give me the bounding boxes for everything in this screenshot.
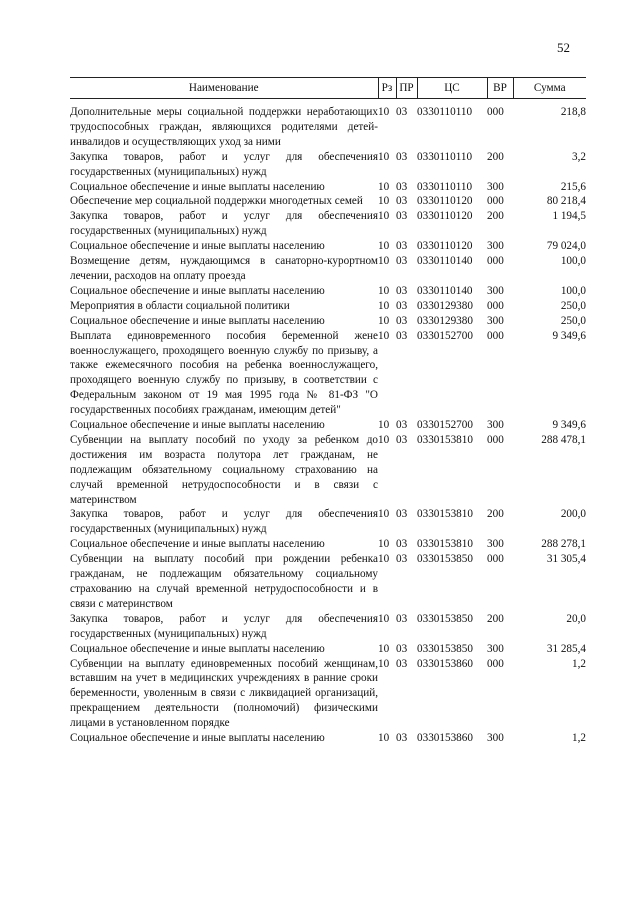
cell-pr: 03 [396,240,408,253]
cell-rz: 10 [378,732,390,745]
cell-pr: 03 [396,255,408,268]
cell-pr: 03 [396,642,408,655]
cell-sum: 215,6 [560,180,586,193]
cell-cs: 0330153860 [417,732,473,745]
cell-name: Социальное обеспечение и иные выплаты населению [70,284,325,297]
cell-vr: 200 [487,612,504,625]
table-row [70,552,586,612]
cell-rz: 10 [378,195,390,208]
cell-rz: 10 [378,329,390,342]
cell-name: Социальное обеспечение и иные выплаты населению [70,538,325,551]
cell-sum: 31 305,4 [546,553,586,566]
cell-rz: 10 [378,612,390,625]
cell-vr: 300 [487,180,504,193]
cell-vr: 200 [487,508,504,521]
table-row [70,284,586,299]
cell-vr: 200 [487,210,504,223]
cell-rz: 10 [378,314,390,327]
cell-sum: 100,0 [560,284,586,297]
cell-sum: 100,0 [560,255,586,268]
cell-vr: 000 [487,106,504,118]
cell-vr: 300 [487,240,504,253]
cell-name: Дополнительные меры социальной поддержки неработающих трудоспособных граждан, являющихся родителями детей-инвалидов и осуществляющих уход за ними [70,106,378,148]
cell-name: Социальное обеспечение и иные выплаты населению [70,314,325,327]
cell-rz: 10 [378,433,390,446]
cell-rz: 10 [378,210,390,223]
cell-name: Социальное обеспечение и иные выплаты населению [70,419,325,432]
table-row [70,433,586,508]
table-row [70,329,586,418]
cell-vr: 000 [487,299,504,312]
cell-cs: 0330129380 [417,299,473,312]
cell-pr: 03 [396,732,408,745]
cell-sum: 80 218,4 [546,195,586,208]
cell-cs: 0330153810 [417,508,473,521]
cell-vr: 300 [487,732,504,745]
cell-rz: 10 [378,180,390,193]
cell-name: Обеспечение мер социальной поддержки многодетных семей [70,195,363,208]
cell-rz: 10 [378,553,390,566]
cell-vr: 000 [487,657,504,670]
column-header-sum: Сумма [513,78,586,99]
table-row [70,194,586,209]
cell-sum: 9 349,6 [552,329,586,342]
cell-rz: 10 [378,419,390,432]
cell-name: Социальное обеспечение и иные выплаты населению [70,240,325,253]
table-row [70,180,586,195]
cell-name: Социальное обеспечение и иные выплаты населению [70,642,325,655]
table-row [70,105,586,150]
cell-pr: 03 [396,657,408,670]
column-header-cs: ЦС [417,78,487,99]
cell-pr: 03 [396,433,408,446]
table-row [70,254,586,284]
cell-name: Субвенции на выплату пособий при рождении ребенка гражданам, не подлежащим обязательному социальному страхованию на случай временной нетрудоспособности и в связи с материнством [70,553,378,610]
cell-sum: 250,0 [560,299,586,312]
cell-name: Закупка товаров, работ и услуг для обеспечения государственных (муниципальных) нужд [70,508,378,536]
table-header-row [70,78,586,99]
cell-sum: 1,2 [572,732,586,745]
table-row [70,657,586,732]
table-row [70,612,586,642]
cell-cs: 0330110110 [417,180,473,193]
cell-cs: 0330153810 [417,538,473,551]
cell-sum: 20,0 [566,612,586,625]
cell-rz: 10 [378,106,390,118]
cell-name: Социальное обеспечение и иные выплаты населению [70,732,325,745]
cell-name: Субвенции на выплату единовременных пособий женщинам, вставшим на учет в медицинских учреждениях в ранние сроки беременности, уволенным в связи с ликвидацией организаций, прекращением деятельности (полномочий) физическими лицами в установленном порядке [70,657,378,730]
cell-cs: 0330129380 [417,314,473,327]
cell-sum: 250,0 [560,314,586,327]
cell-pr: 03 [396,538,408,551]
cell-vr: 300 [487,284,504,297]
table-row [70,150,586,180]
cell-vr: 000 [487,433,504,446]
cell-cs: 0330110110 [417,106,473,118]
cell-cs: 0330152700 [417,419,473,432]
cell-rz: 10 [378,299,390,312]
cell-sum: 3,2 [572,150,586,163]
cell-cs: 0330153850 [417,612,473,625]
cell-cs: 0330110140 [417,255,473,268]
table-body [70,99,586,746]
cell-cs: 0330110120 [417,210,473,223]
table-row [70,507,586,537]
cell-cs: 0330153810 [417,433,473,446]
cell-name: Закупка товаров, работ и услуг для обеспечения государственных (муниципальных) нужд [70,150,378,178]
cell-sum: 79 024,0 [546,240,586,253]
cell-rz: 10 [378,150,390,163]
cell-rz: 10 [378,538,390,551]
table-row [70,537,586,552]
cell-name: Мероприятия в области социальной политики [70,299,290,312]
cell-vr: 300 [487,419,504,432]
cell-pr: 03 [396,329,408,342]
table-row [70,299,586,314]
cell-vr: 300 [487,314,504,327]
cell-sum: 218,8 [560,106,586,118]
cell-rz: 10 [378,657,390,670]
cell-cs: 0330110110 [417,150,473,163]
cell-rz: 10 [378,284,390,297]
cell-name: Субвенции на выплату пособий по уходу за ребенком до достижения им возраста полутора лет гражданам, не подлежащим обязательному социальному страхованию на случай временной нетрудоспособности и в связи с материнством [70,433,378,506]
column-header-pr: ПР [396,78,417,99]
page-number: 52 [557,40,570,55]
cell-pr: 03 [396,508,408,521]
cell-sum: 288 478,1 [541,433,586,446]
cell-cs: 0330110140 [417,284,473,297]
cell-pr: 03 [396,314,408,327]
column-header-vr: ВР [487,78,513,99]
cell-pr: 03 [396,553,408,566]
cell-name: Выплата единовременного пособия беременной жене военнослужащего, проходящего военную службу по призыву, а также ежемесячного пособия на ребенка военнослужащего, проходящего военную службу по призыву, в соответствии с Федеральным законом от 19 мая 1995 года № 81-ФЗ "О государственных пособиях гражданам, имеющим детей" [70,329,378,417]
cell-pr: 03 [396,612,408,625]
table-row [70,239,586,254]
cell-vr: 000 [487,553,504,566]
cell-name: Социальное обеспечение и иные выплаты населению [70,180,325,193]
cell-vr: 200 [487,150,504,163]
cell-sum: 200,0 [560,508,586,521]
cell-cs: 0330153860 [417,657,473,670]
cell-cs: 0330110120 [417,195,473,208]
cell-pr: 03 [396,419,408,432]
column-header-name: Наименование [70,78,378,99]
cell-pr: 03 [396,150,408,163]
cell-name: Закупка товаров, работ и услуг для обеспечения государственных (муниципальных) нужд [70,210,378,238]
cell-pr: 03 [396,210,408,223]
cell-sum: 1 194,5 [552,210,586,223]
column-header-rz: Рз [378,78,396,99]
cell-cs: 0330110120 [417,240,473,253]
cell-vr: 300 [487,642,504,655]
cell-name: Закупка товаров, работ и услуг для обеспечения государственных (муниципальных) нужд [70,612,378,640]
cell-sum: 31 285,4 [546,642,586,655]
table-row [70,731,586,746]
table-row [70,314,586,329]
cell-vr: 000 [487,329,504,342]
table-row [70,209,586,239]
cell-cs: 0330153850 [417,553,473,566]
cell-pr: 03 [396,299,408,312]
cell-sum: 1,2 [572,657,586,670]
cell-rz: 10 [378,240,390,253]
cell-rz: 10 [378,508,390,521]
cell-pr: 03 [396,284,408,297]
cell-name: Возмещение детям, нуждающимся в санаторно-курортном лечении, расходов на оплату проезда [70,255,378,282]
cell-rz: 10 [378,255,390,268]
cell-vr: 000 [487,195,504,208]
cell-vr: 000 [487,255,504,268]
cell-cs: 0330152700 [417,329,473,342]
cell-sum: 9 349,6 [552,419,586,432]
table-row [70,418,586,433]
cell-pr: 03 [396,195,408,208]
budget-table [70,77,586,746]
cell-pr: 03 [396,106,408,118]
cell-sum: 288 278,1 [541,538,586,551]
cell-cs: 0330153850 [417,642,473,655]
cell-pr: 03 [396,180,408,193]
cell-rz: 10 [378,642,390,655]
cell-vr: 300 [487,538,504,551]
table-row [70,642,586,657]
